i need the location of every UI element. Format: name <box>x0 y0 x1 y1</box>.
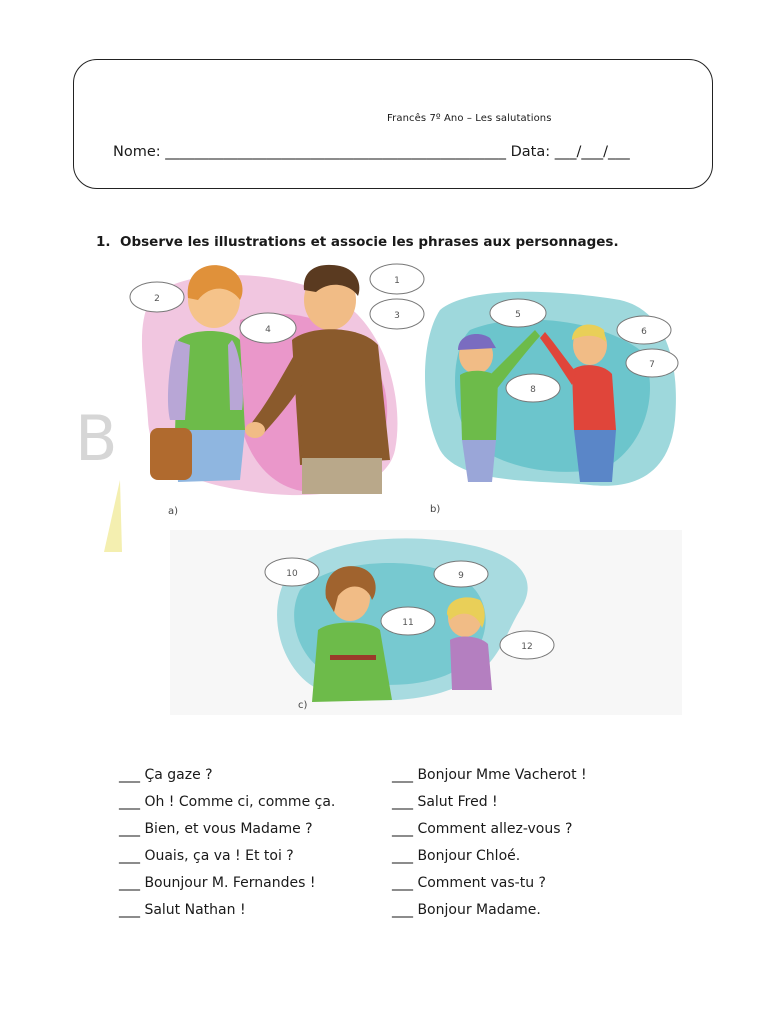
question-number: 1. <box>96 234 111 250</box>
answer-item[interactable] <box>119 789 335 816</box>
answer-item[interactable] <box>392 843 587 870</box>
worksheet-title: Francês 7º Ano – Les salutations <box>387 113 552 124</box>
answer-blank[interactable]: ___ <box>119 902 140 918</box>
bubble-11: 11 <box>402 618 414 628</box>
answer-text: Bonjour Mme Vacherot ! <box>417 767 587 783</box>
answer-blank[interactable]: ___ <box>119 848 140 864</box>
answer-blank[interactable]: ___ <box>119 821 140 837</box>
answer-item[interactable] <box>392 897 587 924</box>
answer-text: Bonjour Madame. <box>417 902 541 918</box>
answer-item[interactable] <box>119 843 335 870</box>
answer-item[interactable] <box>119 897 335 924</box>
name-line[interactable]: _______________________________________________ <box>165 144 507 160</box>
panel-label-a: a) <box>168 506 179 517</box>
answer-item[interactable] <box>392 762 587 789</box>
answer-item[interactable] <box>392 789 587 816</box>
bubble-1: 1 <box>394 276 400 286</box>
panel-b <box>425 292 678 515</box>
answer-text: Ça gaze ? <box>144 767 213 783</box>
date-label: Data: <box>510 144 551 160</box>
answer-text: Bien, et vous Madame ? <box>144 821 313 837</box>
answer-blank[interactable]: ___ <box>119 875 140 891</box>
question-text: Observe les illustrations et associe les phrases aux personnages. <box>120 234 619 250</box>
watermark-shape <box>104 480 122 552</box>
panel-label-b: b) <box>430 504 441 515</box>
bubble-3: 3 <box>394 311 400 321</box>
answer-blank[interactable]: ___ <box>392 794 413 810</box>
answer-text: Salut Nathan ! <box>144 902 246 918</box>
answer-column-left <box>119 762 335 924</box>
answer-blank[interactable]: ___ <box>119 794 140 810</box>
answer-item[interactable] <box>119 816 335 843</box>
answer-blank[interactable]: ___ <box>392 767 413 783</box>
answer-text: Salut Fred ! <box>417 794 498 810</box>
answer-blank[interactable]: ___ <box>392 848 413 864</box>
name-label: Nome: <box>113 144 161 160</box>
answer-item[interactable] <box>119 762 335 789</box>
answer-text: Comment allez-vous ? <box>417 821 573 837</box>
answer-text: Oh ! Comme ci, comme ça. <box>144 794 336 810</box>
bubble-2: 2 <box>154 294 160 304</box>
answer-blank[interactable]: ___ <box>392 821 413 837</box>
answer-text: Ouais, ça va ! Et toi ? <box>144 848 294 864</box>
answer-blank[interactable]: ___ <box>119 767 140 783</box>
bubble-10: 10 <box>286 569 298 579</box>
bubble-5: 5 <box>515 310 521 320</box>
bubble-8: 8 <box>530 385 536 395</box>
answer-column-right <box>392 762 587 924</box>
panel-label-c: c) <box>298 700 308 711</box>
bubble-6: 6 <box>641 327 647 337</box>
answer-item[interactable] <box>119 870 335 897</box>
watermark-letter: B <box>75 402 118 475</box>
bubble-12: 12 <box>521 642 533 652</box>
panel-a <box>130 264 424 517</box>
answer-text: Bonjour Chloé. <box>417 848 521 864</box>
answer-item[interactable] <box>392 816 587 843</box>
answer-blank[interactable]: ___ <box>392 875 413 891</box>
answer-blank[interactable]: ___ <box>392 902 413 918</box>
bubble-9: 9 <box>458 571 464 581</box>
answer-text: Bounjour M. Fernandes ! <box>144 875 316 891</box>
answer-item[interactable] <box>392 870 587 897</box>
answer-text: Comment vas-tu ? <box>417 875 546 891</box>
bubble-7: 7 <box>649 360 655 370</box>
date-line[interactable]: ___/___/___ <box>554 144 630 160</box>
bubble-4: 4 <box>265 325 271 335</box>
